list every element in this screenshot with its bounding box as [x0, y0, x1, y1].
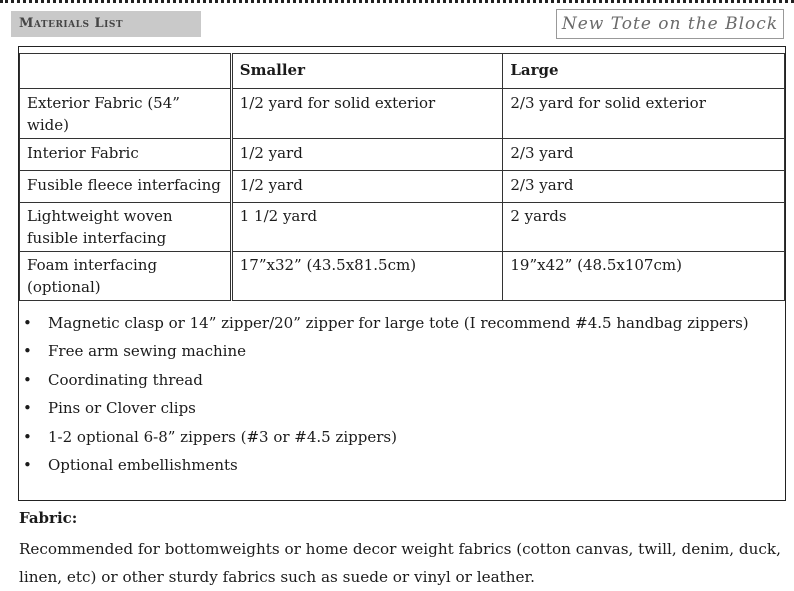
row-smaller: 1/2 yard for solid exterior: [231, 89, 503, 139]
table-header-row: [20, 54, 785, 89]
row-large: 2/3 yard for solid exterior: [503, 89, 785, 139]
table-row: [20, 89, 785, 139]
row-item: Interior Fabric: [20, 139, 232, 171]
row-smaller: 1 1/2 yard: [231, 203, 503, 252]
list-item: • 1-2 optional 6-8” zippers (#3 or #4.5 zippers): [21, 424, 749, 452]
list-item: • Optional embellishments: [21, 452, 749, 480]
row-item: Foam interfacing (optional): [20, 252, 232, 301]
table-row: [20, 171, 785, 203]
table-row: [20, 139, 785, 171]
section-title: Materials List: [11, 11, 201, 37]
row-item: Lightweight woven fusible interfacing: [20, 203, 232, 252]
row-large: 19”x42” (48.5x107cm): [503, 252, 785, 301]
row-large: 2/3 yard: [503, 171, 785, 203]
fabric-description: Recommended for bottomweights or home decor weight fabrics (cotton canvas, twill, denim, duck, linen, etc) or other sturdy fabrics such as suede or vinyl or leather.: [19, 540, 781, 586]
materials-table: [19, 53, 785, 301]
row-item: Exterior Fabric (54” wide): [20, 89, 232, 139]
supplies-list: [21, 310, 749, 480]
list-item: • Magnetic clasp or 14” zipper/20” zipper for large tote (I recommend #4.5 handbag zippers): [21, 310, 749, 338]
row-large: 2/3 yard: [503, 139, 785, 171]
list-item: • Free arm sewing machine: [21, 338, 749, 366]
list-item: • Coordinating thread: [21, 367, 749, 395]
column-header-large: Large: [503, 54, 785, 89]
row-smaller: 1/2 yard: [231, 139, 503, 171]
row-smaller: 17”x32” (43.5x81.5cm): [231, 252, 503, 301]
top-dotted-border: [0, 0, 794, 3]
table-row: [20, 203, 785, 252]
list-item: • Pins or Clover clips: [21, 395, 749, 423]
brand-logo: New Tote on the Block: [556, 9, 784, 39]
column-header-smaller: Smaller: [231, 54, 503, 89]
fabric-heading: Fabric:: [19, 509, 78, 527]
row-item: Fusible fleece interfacing: [20, 171, 232, 203]
row-smaller: 1/2 yard: [231, 171, 503, 203]
column-header-item: [20, 54, 232, 89]
row-large: 2 yards: [503, 203, 785, 252]
table-row: [20, 252, 785, 301]
